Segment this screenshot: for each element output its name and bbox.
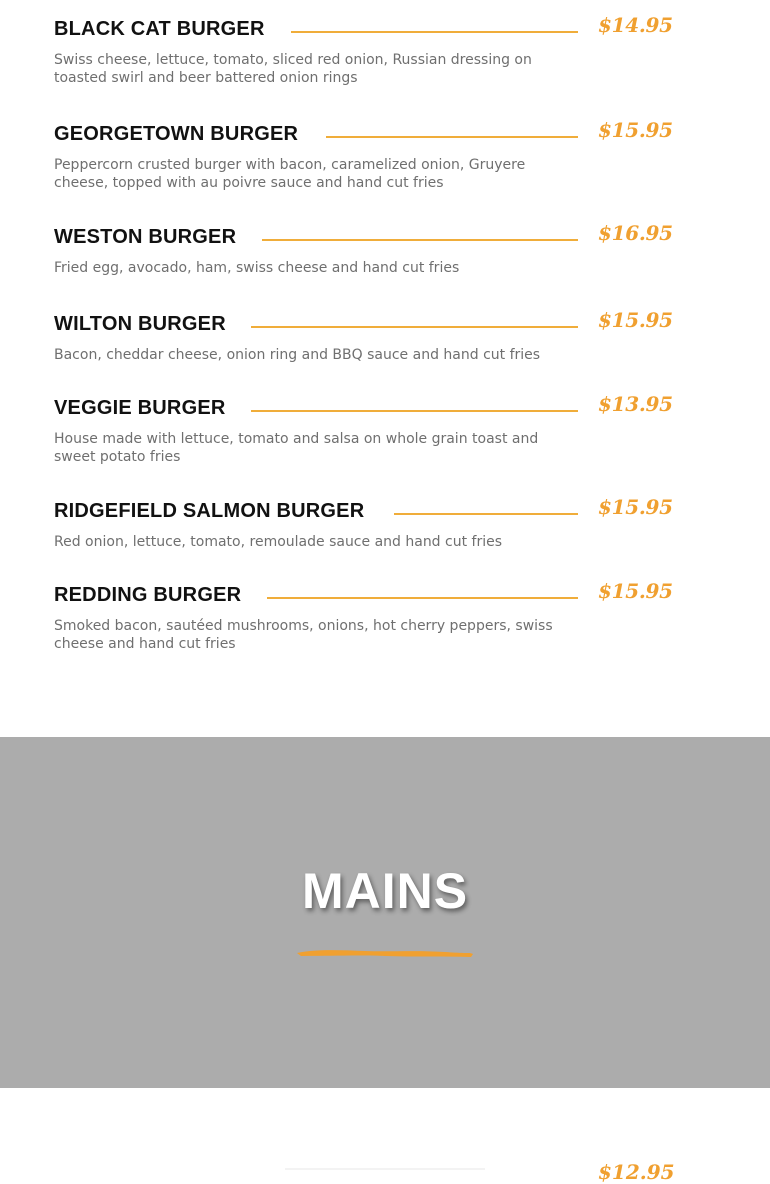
menu-item: [54, 392, 673, 466]
menu-item-description: Red onion, lettuce, tomato, remoulade sauce and hand cut fries: [54, 534, 503, 550]
menu-item-divider: [262, 239, 578, 241]
menu-item-divider: [267, 597, 578, 599]
menu-item-header: [54, 308, 673, 342]
menu-item-name: WESTON BURGER: [54, 226, 237, 248]
menu-item-price: $16.95: [598, 221, 673, 245]
menu-item-name: VEGGIE BURGER: [54, 397, 226, 419]
menu-item-divider: [251, 410, 578, 412]
menu-item: [54, 495, 673, 551]
next-menu-item-price: $12.95: [598, 1160, 675, 1184]
menu-item-price: $14.95: [598, 13, 673, 37]
menu-item-divider: [394, 513, 578, 515]
menu-item-price: $15.95: [598, 579, 673, 603]
menu-item-name: REDDING BURGER: [54, 584, 242, 606]
menu-item-name: WILTON BURGER: [54, 313, 226, 335]
menu-item-description: House made with lettuce, tomato and salsa on whole grain toast and sweet potato fries: [54, 431, 539, 465]
menu-item-price: $13.95: [598, 392, 673, 416]
menu-item-description: Bacon, cheddar cheese, onion ring and BBQ sauce and hand cut fries: [54, 347, 541, 363]
menu-item: [54, 579, 673, 653]
menu-item-divider: [326, 136, 578, 138]
menu-item-price: $15.95: [598, 308, 673, 332]
menu-item: [54, 221, 673, 277]
menu-item-header: [54, 13, 673, 47]
menu-item-description: Fried egg, avocado, ham, swiss cheese and hand cut fries: [54, 260, 460, 276]
menu-item-description: Smoked bacon, sautéed mushrooms, onions, hot cherry peppers, swiss cheese and hand cut fries: [54, 618, 553, 652]
menu-item-name: GEORGETOWN BURGER: [54, 123, 299, 145]
menu-item-divider: [251, 326, 578, 328]
menu-item-description: Swiss cheese, lettuce, tomato, sliced red onion, Russian dressing on toasted swirl and beer battered onion rings: [54, 52, 532, 86]
mains-section-banner: [0, 737, 770, 1088]
menu-item-header: [54, 579, 673, 613]
menu-item-header: [54, 221, 673, 255]
menu-item-description: Peppercorn crusted burger with bacon, caramelized onion, Gruyere cheese, topped with au poivre sauce and hand cut fries: [54, 157, 526, 191]
menu-item-name: BLACK CAT BURGER: [54, 18, 265, 40]
menu-item-divider: [291, 31, 578, 33]
brush-stroke-underline: [295, 945, 475, 959]
menu-item: [54, 13, 673, 87]
menu-item-header: [54, 392, 673, 426]
menu-item-header: [54, 118, 673, 152]
menu-item-price: $15.95: [598, 495, 673, 519]
menu-item: [54, 308, 673, 364]
menu-item-name: RIDGEFIELD SALMON BURGER: [54, 500, 365, 522]
section-title: MAINS: [301, 863, 469, 919]
menu-item-header: [54, 495, 673, 529]
menu-item-price: $15.95: [598, 118, 673, 142]
menu-item: [54, 118, 673, 192]
next-menu-item-divider: [285, 1168, 485, 1170]
